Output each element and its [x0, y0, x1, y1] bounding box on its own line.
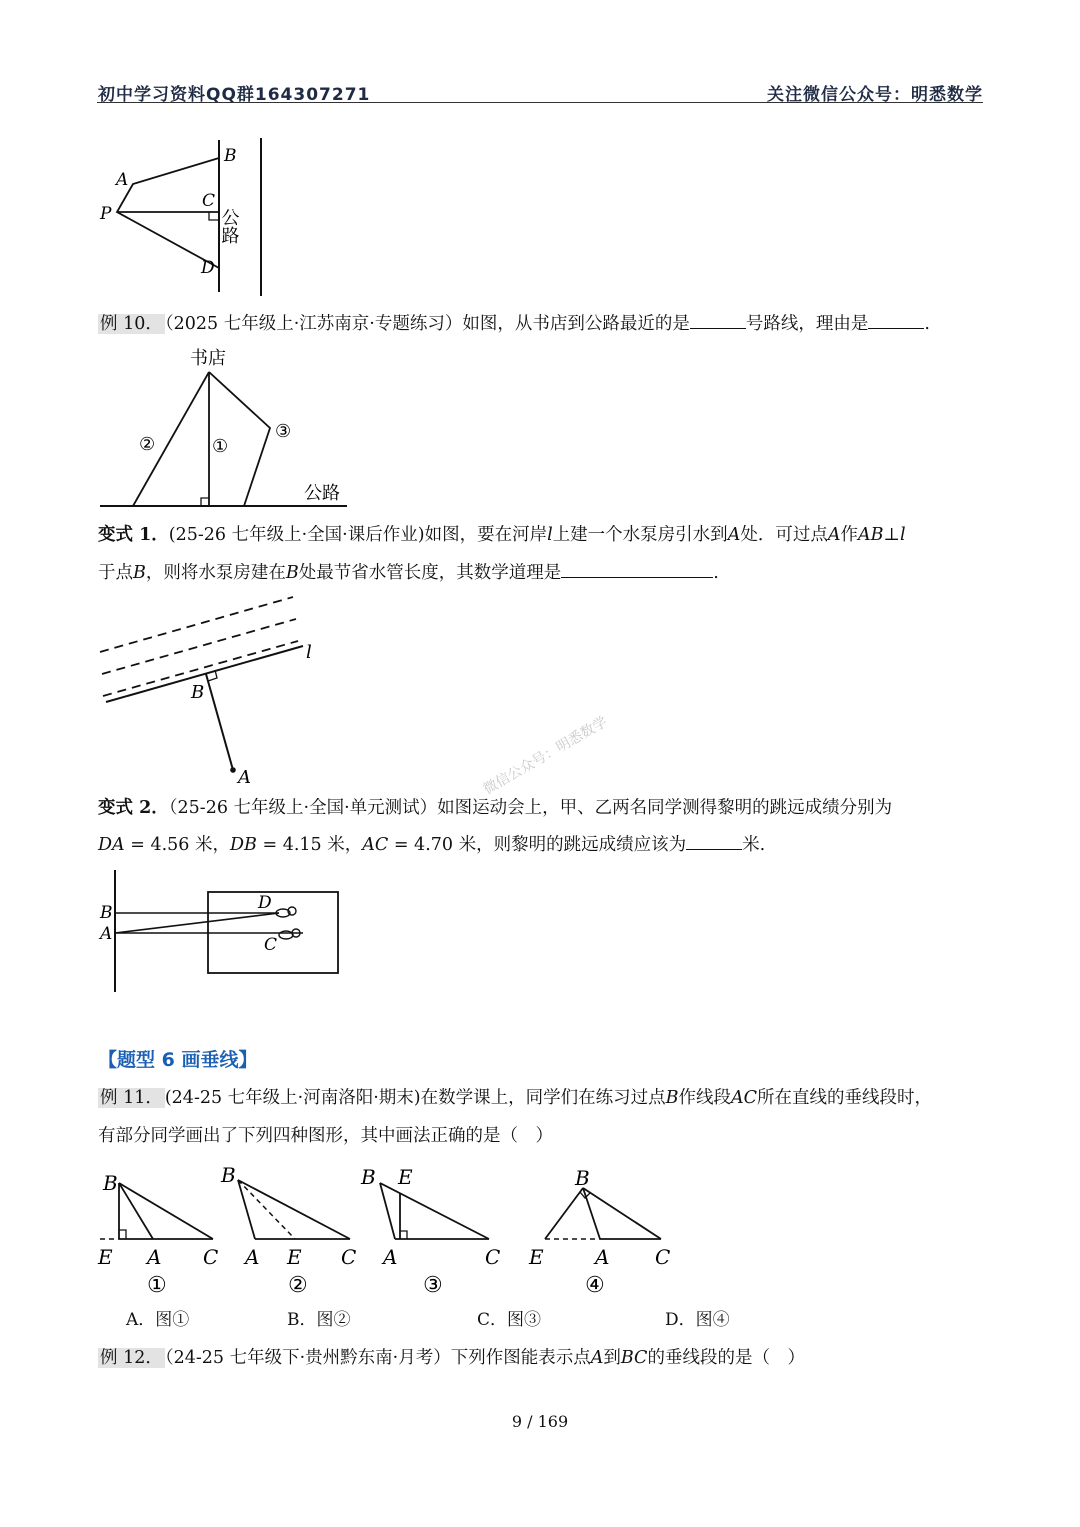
variant-1-line-1 [98, 523, 906, 547]
road-label-P: P [100, 204, 112, 224]
variant-2-unit: 米. [742, 835, 766, 855]
route-3-label: ③ [275, 421, 292, 442]
header-rule [97, 102, 983, 103]
example-11-text-c: 所在直线的垂线段时， [757, 1088, 933, 1108]
figure-jump [95, 868, 345, 996]
example-12-BC: BC [620, 1348, 648, 1368]
example-10 [98, 312, 930, 336]
example-11-AC: AC [731, 1088, 758, 1108]
variant-1-AB: AB [857, 525, 884, 545]
fig4-label-B: B [575, 1166, 590, 1190]
example-10-tag: 例 10． [100, 314, 163, 334]
fig3-label-C: C [485, 1245, 501, 1269]
variant-2-text-a: 如图运动会上，甲、乙两名同学测得黎明的跳远成绩分别为 [437, 798, 893, 818]
fig2-label-E: E [287, 1245, 302, 1269]
example-10-blank-1[interactable] [690, 314, 746, 329]
variant-1-text-b: 上建一个水泵房引水到 [552, 525, 728, 545]
variant-1-blank[interactable] [561, 563, 713, 578]
example-10-text-c: . [924, 314, 930, 334]
river-label-l: l [306, 642, 312, 663]
route-1-label: ① [212, 436, 229, 457]
variant-1-line2-a: 于点 [98, 563, 133, 583]
option-c[interactable]: C．图③ [477, 1310, 542, 1330]
bookstore-road-label: 公路 [304, 483, 340, 504]
option-b[interactable]: B．图② [287, 1310, 351, 1330]
watermark: 微信公众号：明悉数学 [480, 713, 611, 798]
fig2-label-A: A [245, 1245, 260, 1269]
variant-1-text-a: 如图，要在河岸 [424, 525, 548, 545]
example-11-line-2: 有部分同学画出了下列四种图形，其中画法正确的是（ ） [98, 1126, 553, 1146]
example-12-A: A [590, 1348, 604, 1368]
option-figure-4 [528, 1166, 670, 1298]
example-11-text-a: 在数学课上，同学们在练习过点 [420, 1088, 666, 1108]
fig2-caption: ② [288, 1273, 308, 1298]
figure-road-points [95, 130, 295, 300]
variant-1-text-c: 处．可过点 [740, 525, 828, 545]
variant-1-A: A [727, 525, 741, 545]
example-10-text-b: 号路线，理由是 [745, 314, 869, 334]
variant-2-DA: DA [98, 835, 125, 855]
variant-2-v3: = 4.70 米，则黎明的跳远成绩应该为 [388, 835, 687, 855]
fig1-caption: ① [147, 1273, 167, 1298]
example-11-text-b: 作线段 [678, 1088, 732, 1108]
option-figure-2 [220, 1163, 356, 1298]
fig3-label-B: B [361, 1165, 376, 1189]
section-title-6: 【题型 6 画垂线】 [98, 1049, 258, 1071]
option-figure-3 [360, 1165, 500, 1298]
fig4-label-C: C [655, 1245, 671, 1269]
variant-1-line2-c: 处最节省水管长度，其数学道理是 [298, 563, 562, 583]
fig1-label-A: A [147, 1245, 162, 1269]
fig4-caption: ④ [585, 1273, 605, 1298]
example-12-source: （24-25 七年级下·贵州黔东南·月考） [164, 1348, 451, 1368]
fig4-label-E: E [529, 1245, 544, 1269]
option-figure-1 [97, 1171, 218, 1298]
variant-2-source: （25-26 七年级上·全国·单元测试） [168, 798, 438, 818]
example-12-text-b: 到 [603, 1348, 621, 1368]
variant-1-line-2 [98, 561, 719, 585]
variant-2-tag: 变式 2． [98, 798, 169, 818]
header-right: 关注微信公众号：明悉数学 [767, 85, 983, 105]
jump-label-C: C [264, 935, 278, 955]
example-12-text-a: 下列作图能表示点 [450, 1348, 591, 1368]
variant-1-B2: B [285, 563, 299, 583]
variant-2-AC: AC [362, 835, 389, 855]
variant-1-A2: A [827, 525, 841, 545]
header-left: 初中学习资料QQ群164307271 [98, 85, 371, 105]
example-11-tag: 例 11． [100, 1088, 163, 1108]
river-label-A: A [238, 767, 251, 788]
fig3-label-A: A [383, 1245, 398, 1269]
example-10-source: （2025 七年级上·江苏南京·专题练习） [164, 314, 463, 334]
variant-1-line2-d: . [713, 563, 719, 583]
option-a[interactable]: A．图① [126, 1310, 190, 1330]
variant-2-v1: = 4.56 米， [124, 835, 230, 855]
example-10-text-a: 如图，从书店到公路最近的是 [462, 314, 690, 334]
variant-1-perp: ⊥ [883, 525, 900, 545]
fig1-label-B: B [103, 1171, 118, 1195]
figure-four-options [95, 1160, 695, 1300]
variant-1-B: B [133, 563, 146, 583]
jump-label-B: B [100, 903, 113, 923]
example-12 [98, 1346, 805, 1370]
river-label-B: B [191, 682, 205, 703]
fig1-label-C: C [203, 1245, 219, 1269]
figure-bookstore [95, 342, 365, 514]
variant-2-line-1 [98, 796, 892, 820]
variant-2-DB: DB [230, 835, 257, 855]
example-12-text-c: 的垂线段的是（ ） [647, 1348, 805, 1368]
figure-river [98, 590, 338, 790]
bookstore-label: 书店 [190, 348, 226, 369]
variant-2-v2: = 4.15 米， [256, 835, 363, 855]
road-label-A: A [116, 170, 129, 190]
variant-1-text-d: 作 [840, 525, 858, 545]
fig2-label-C: C [341, 1245, 357, 1269]
jump-label-A: A [100, 924, 113, 944]
example-11-source: (24-25 七年级上·河南洛阳·期末) [164, 1088, 421, 1108]
option-d[interactable]: D．图④ [665, 1310, 730, 1330]
fig3-label-E: E [398, 1165, 413, 1189]
page-number: 9 / 169 [511, 1412, 569, 1431]
road-label-text: 公路 [218, 208, 240, 244]
fig1-label-E: E [98, 1245, 113, 1269]
example-11-B: B [665, 1088, 679, 1108]
fig2-label-B: B [221, 1163, 236, 1187]
variant-2-blank[interactable] [686, 835, 742, 850]
road-label-B: B [224, 146, 237, 166]
example-10-blank-2[interactable] [868, 314, 924, 329]
road-label-D: D [201, 258, 215, 278]
fig4-label-A: A [595, 1245, 610, 1269]
jump-label-D: D [258, 893, 272, 913]
variant-2-line-2 [98, 833, 765, 857]
variant-1-l: l [547, 525, 553, 545]
variant-1-tag: 变式 1． [98, 525, 169, 545]
fig3-caption: ③ [423, 1273, 443, 1298]
road-label-C: C [202, 191, 216, 211]
example-11-line-1 [98, 1086, 932, 1110]
variant-1-l2: l [899, 525, 906, 545]
variant-1-source: (25-26 七年级上·全国·课后作业) [168, 525, 425, 545]
variant-1-line2-b: ，则将水泵房建在 [145, 563, 286, 583]
example-12-tag: 例 12． [100, 1348, 163, 1368]
route-2-label: ② [139, 434, 156, 455]
